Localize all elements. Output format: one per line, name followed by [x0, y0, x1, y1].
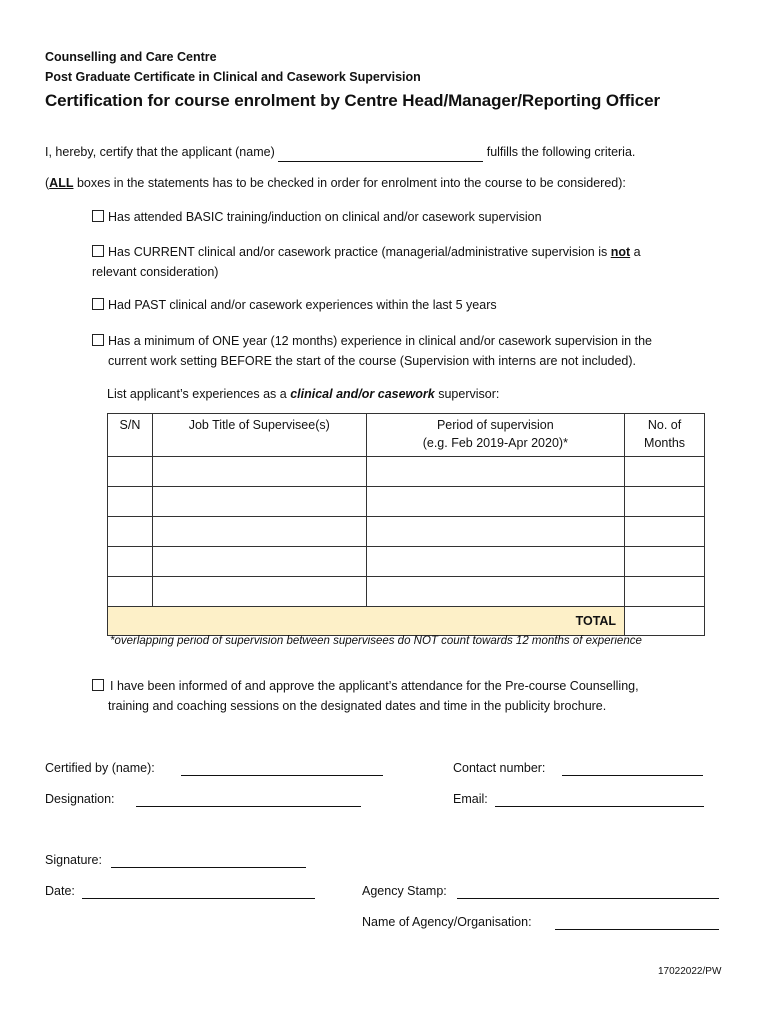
criterion-2-text-a: Has CURRENT clinical and/or casework practice (managerial/administrative supervision is [108, 245, 611, 259]
email-field[interactable] [495, 806, 704, 807]
programme-name: Post Graduate Certificate in Clinical and Casework Supervision [45, 70, 421, 84]
criterion-2-not: not [610, 245, 631, 259]
cell-period[interactable] [366, 487, 625, 517]
email-label: Email: [453, 792, 488, 806]
cell-months[interactable] [625, 487, 705, 517]
cell-sn[interactable] [108, 457, 153, 487]
criterion-2-text-c: relevant consideration) [92, 265, 219, 279]
contact-label: Contact number: [453, 761, 546, 775]
criterion-current-practice [92, 242, 717, 282]
criterion-2-text-b: a [630, 245, 641, 259]
org-name: Counselling and Care Centre [45, 50, 217, 64]
certify-line [45, 142, 725, 162]
list-intro-a: List applicant’s experiences as a [107, 387, 291, 401]
col-header-period [366, 414, 625, 457]
col-title-label: Job Title of Supervisee(s) [188, 418, 330, 432]
table-row [108, 517, 705, 547]
col-header-sn [108, 414, 153, 457]
criterion-1-text: Has attended BASIC training/induction on clinical and/or casework supervision [108, 210, 542, 224]
designation-label: Designation: [45, 792, 115, 806]
criterion-3-text: Had PAST clinical and/or casework experiences within the last 5 years [108, 298, 497, 312]
checkbox-basic-training[interactable] [92, 210, 104, 222]
date-label: Date: [45, 884, 75, 898]
cell-months[interactable] [625, 517, 705, 547]
total-row [108, 607, 705, 636]
table-row [108, 547, 705, 577]
checkbox-past-experience[interactable] [92, 298, 104, 310]
criterion-4-text-a: Has a minimum of ONE year (12 months) experience in clinical and/or casework supervision in the [108, 334, 652, 348]
cell-title[interactable] [152, 487, 366, 517]
applicant-name-field[interactable] [278, 147, 483, 162]
cell-sn[interactable] [108, 577, 153, 607]
cell-title[interactable] [152, 577, 366, 607]
cell-title[interactable] [152, 547, 366, 577]
checkbox-current-practice[interactable] [92, 245, 104, 257]
criterion-4-text-b: current work setting BEFORE the start of the course (Supervision with interns are not included). [108, 354, 637, 368]
certify-prefix: I, hereby, certify that the applicant (name) [45, 145, 275, 159]
cell-period[interactable] [366, 577, 625, 607]
designation-field[interactable] [136, 806, 361, 807]
instruction-rest: boxes in the statements has to be checked in order for enrolment into the course to be considered): [73, 176, 626, 190]
col-header-title [152, 414, 366, 457]
col-months-label-1: No. of [647, 418, 682, 432]
signature-label: Signature: [45, 853, 102, 867]
table-row [108, 457, 705, 487]
stamp-field[interactable] [457, 898, 719, 899]
total-months-cell[interactable] [625, 607, 705, 636]
contact-field[interactable] [562, 775, 703, 776]
approval-statement [92, 676, 732, 716]
table-row [108, 577, 705, 607]
instruction-all: ALL [49, 176, 74, 190]
cell-months[interactable] [625, 577, 705, 607]
table-note: *overlapping period of supervision between supervisees do NOT count towards 12 months of experience [110, 635, 642, 647]
supervision-table [107, 413, 705, 636]
total-label: TOTAL [108, 607, 625, 636]
certified-by-label: Certified by (name): [45, 761, 155, 775]
table-header-row [108, 414, 705, 457]
approval-line-1: I have been informed of and approve the applicant’s attendance for the Pre-course Counselling, [110, 679, 639, 693]
checkbox-one-year[interactable] [92, 334, 104, 346]
table-row [108, 487, 705, 517]
cell-title[interactable] [152, 517, 366, 547]
instruction [45, 173, 745, 193]
criterion-basic-training [92, 207, 717, 227]
cell-sn[interactable] [108, 487, 153, 517]
list-intro [107, 384, 499, 404]
col-period-label-1: Period of supervision [436, 418, 554, 432]
criterion-past-experience [92, 295, 717, 315]
signature-field[interactable] [111, 867, 306, 868]
cell-months[interactable] [625, 457, 705, 487]
agency-name-label: Name of Agency/Organisation: [362, 915, 532, 929]
instruction-open: ( [45, 176, 50, 190]
document-code: 17022022/PW [658, 966, 722, 977]
list-intro-b: clinical and/or casework [290, 387, 435, 401]
col-sn-label: S/N [119, 418, 141, 432]
col-header-months [625, 414, 705, 457]
cell-period[interactable] [366, 547, 625, 577]
cell-months[interactable] [625, 547, 705, 577]
cell-period[interactable] [366, 457, 625, 487]
cell-title[interactable] [152, 457, 366, 487]
col-months-label-2: Months [644, 436, 686, 450]
certify-suffix: fulfills the following criteria. [486, 145, 636, 159]
agency-name-field[interactable] [555, 929, 719, 930]
approval-line-2: training and coaching sessions on the designated dates and time in the publicity brochure. [108, 699, 607, 713]
list-intro-c: supervisor: [434, 387, 500, 401]
date-field[interactable] [82, 898, 315, 899]
cell-period[interactable] [366, 517, 625, 547]
col-period-label-2: (e.g. Feb 2019-Apr 2020)* [422, 436, 568, 450]
checkbox-approval[interactable] [92, 679, 104, 691]
cell-sn[interactable] [108, 517, 153, 547]
criterion-one-year [92, 331, 717, 371]
stamp-label: Agency Stamp: [362, 884, 447, 898]
page-title: Certification for course enrolment by Centre Head/Manager/Reporting Officer [45, 91, 661, 110]
cell-sn[interactable] [108, 547, 153, 577]
certified-by-field[interactable] [181, 775, 383, 776]
